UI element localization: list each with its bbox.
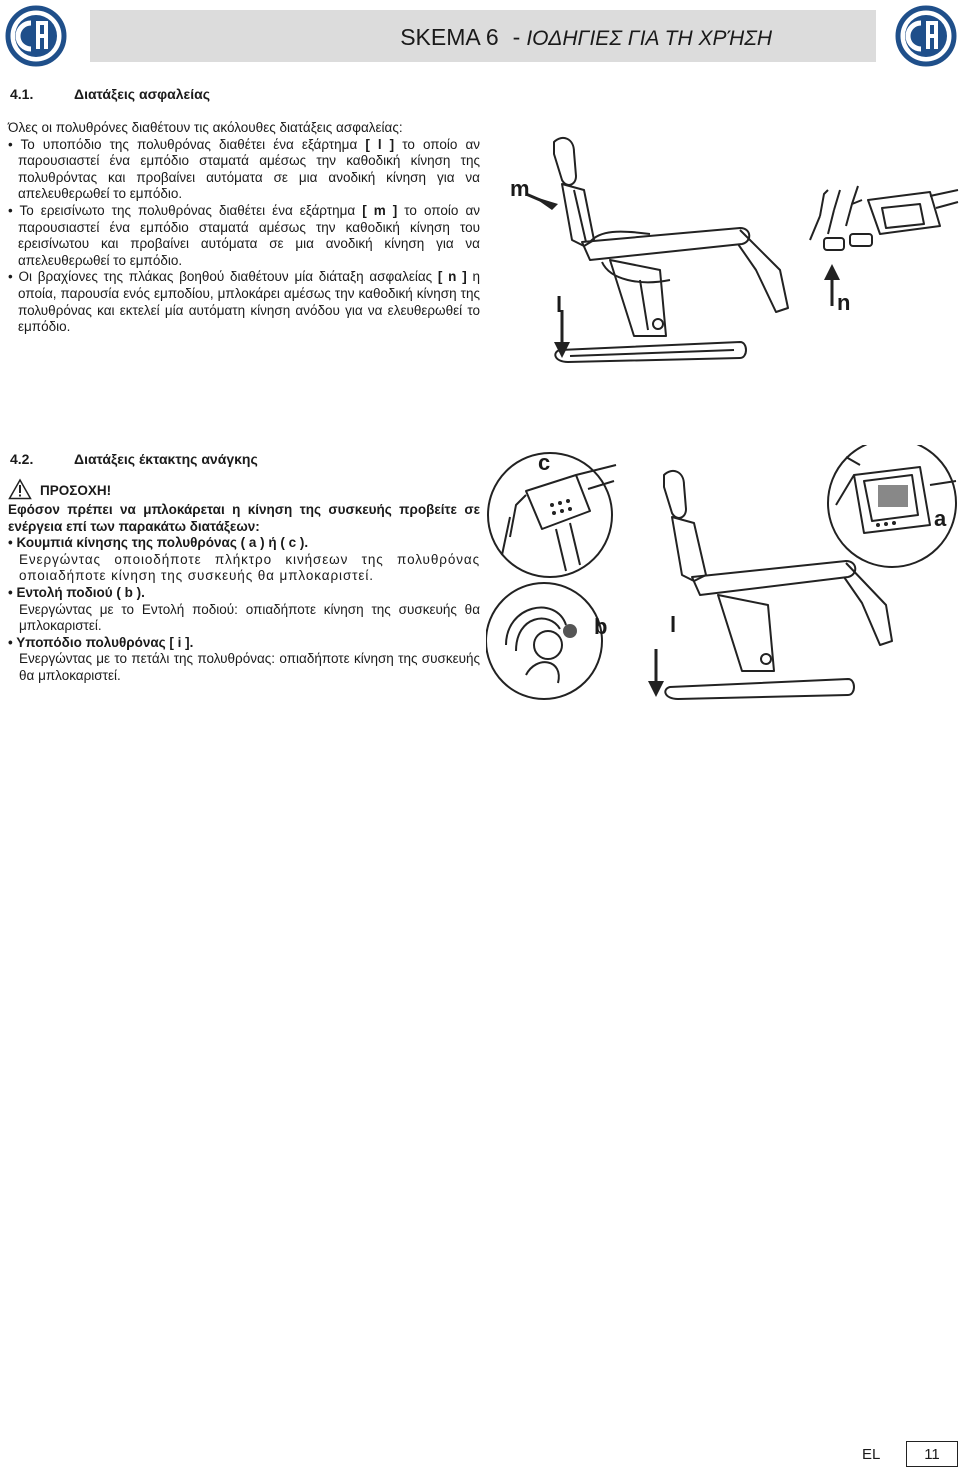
warning-line: [8, 478, 480, 500]
item-chair-buttons-title: • Κουμπιά κίνησης της πολυθρόνας ( a ) ή ( c ).: [8, 535, 309, 551]
safety-bullet-backrest: • Το ερεισίνωτο της πολυθρόνας διαθέτει ένα εξάρτημα [ m ] το οποίο αν παρουσιαστεί ένα εμπόδιο σταματά αμέσως την καθοδική κίνηση του ερεισίνωτου και προβαίνει αυτόματα σε μια ανοδική κίνηση για να απελευθερωθεί το εμπόδιο.: [8, 202, 480, 268]
title-dash: -: [512, 24, 521, 50]
title-subtitle: ΙΟΔΗΓΙΕΣ ΓΙΑ ΤΗ ΧΡΉΣΗ: [526, 27, 772, 50]
label-b: b: [594, 614, 608, 639]
item-foot-control-title: • Εντολή ποδιού ( b ).: [8, 584, 145, 600]
item-footrest-title: • Υποπόδιο πολυθρόνας [ i ].: [8, 634, 194, 650]
label-a: a: [934, 506, 947, 531]
safety-bullet-assistant-arms: • Οι βραχίονες της πλάκας βοηθού διαθέτουν μία διάταξη ασφαλείας [ n ] η οποία, παρουσία ενός εμποδίου, μπλοκάρει αμέσως την καθοδική κίνηση της πολυθρόνας και εκτελεί μία αυτόματη κίνηση ανόδου για να ελευθερωθεί το εμπόδιο.: [8, 269, 480, 335]
emergency-text-block: [8, 478, 480, 685]
label-c: c: [538, 450, 551, 475]
item-chair-buttons-text: Ενεργώντας οποιοδήποτε πλήκτρο κινήσεων της πολυθρόνας οποιαδήποτε κίνηση της συσκευής θα μπλοκαριστεί.: [19, 551, 480, 584]
item-footrest-text: Ενεργώντας με το πετάλι της πολυθρόνας: οπιαδήποτε κίνηση της συσκευής θα μπλοκαριστεί.: [19, 651, 480, 683]
item-foot-control-text: Ενεργώντας με το Εντολή ποδιού: οπιαδήποτε κίνηση της συσκευής θα μπλοκαριστεί.: [19, 601, 480, 634]
label-n: n: [837, 290, 851, 315]
label-m: m: [510, 176, 530, 201]
section-number: 4.1.: [10, 86, 34, 102]
title-main: SKEMA 6: [400, 24, 499, 50]
warning-label: ΠΡΟΣΟΧΗ!: [40, 483, 112, 499]
warning-icon: [8, 478, 32, 500]
safety-intro: Όλες οι πολυθρόνες διαθέτουν τις ακόλουθες διατάξεις ασφαλείας:: [8, 120, 403, 135]
label-l-top: l: [556, 292, 563, 317]
company-logo-left: [5, 5, 67, 67]
company-logo-right: [895, 5, 957, 67]
section-number: 4.2.: [10, 451, 34, 467]
section-heading-emergency: [10, 451, 258, 467]
chair-safety-figure: [490, 130, 960, 370]
label-l-bottom: l: [670, 612, 677, 637]
page-title: [400, 24, 772, 51]
safety-text-block: [8, 120, 480, 336]
section-heading-safety: [10, 86, 210, 102]
warning-text: Εφόσον πρέπει να μπλοκάρεται η κίνηση της συσκευής προβείτε σε ενέργεια επί των παρακάτω διατάξεων:: [8, 502, 480, 534]
section-title: Διατάξεις ασφαλείας: [74, 86, 210, 102]
footer-language: EL: [862, 1446, 881, 1463]
section-title: Διατάξεις έκτακτης ανάγκης: [74, 451, 258, 467]
emergency-devices-figure: [486, 445, 960, 725]
safety-bullet-footrest: • Το υποπόδιο της πολυθρόνας διαθέτει ένα εξάρτημα [ l ] το οποίο αν παρουσιαστεί ένα εμπόδιο σταματά αμέσως την καθοδική κίνηση της πολυθρόντας και προβαίνει αυτόματα σε μια ανοδική κίνηση για να απελευθερωθεί το εμπόδιο.: [8, 136, 481, 202]
footer-page-number: 11: [906, 1441, 958, 1467]
